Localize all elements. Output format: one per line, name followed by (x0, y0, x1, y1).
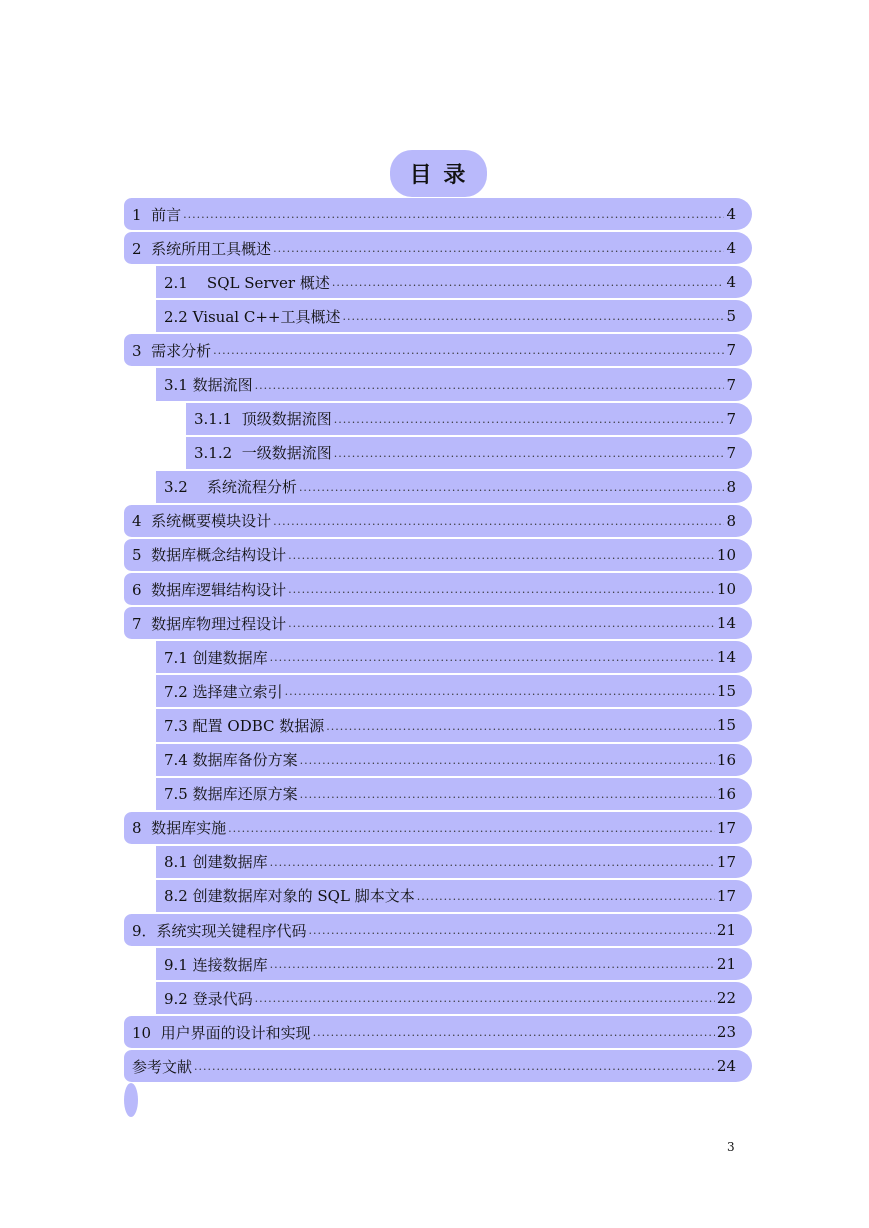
page-number: 3 (727, 1140, 735, 1154)
toc-leader-dots (273, 242, 724, 264)
toc-leader-dots (213, 344, 724, 366)
toc-entry-highlight (156, 744, 752, 776)
toc-entry-label: 3.1 数据流图 (164, 376, 253, 395)
toc-entry-highlight (124, 1016, 752, 1048)
toc-entry-label: 7 数据库物理过程设计 (132, 614, 287, 633)
toc-entry-page: 17 (716, 818, 736, 837)
toc-entry-page: 22 (716, 989, 736, 1008)
toc-leader-dots (255, 379, 725, 401)
toc-leader-dots (300, 754, 715, 776)
toc-entry-label: 3.2 系统流程分析 (164, 478, 297, 497)
toc-leader-dots (273, 515, 724, 537)
toc-entry-label: 3 需求分析 (132, 341, 212, 360)
toc-entry-label: 9.2 登录代码 (164, 989, 253, 1008)
toc-entry-label: 7.4 数据库备份方案 (164, 751, 298, 770)
toc-leader-dots (270, 651, 715, 673)
toc-entry[interactable] (124, 402, 752, 436)
toc-entry-highlight (156, 266, 752, 298)
toc-entry-label: 1 前言 (132, 205, 182, 224)
toc-leader-dots (270, 958, 715, 980)
table-of-contents (124, 197, 752, 1083)
toc-entry[interactable] (124, 538, 752, 572)
toc-entry-page: 15 (716, 716, 736, 735)
toc-entry[interactable] (124, 743, 752, 777)
toc-entry-label: 9.1 连接数据库 (164, 955, 268, 974)
toc-entry-label: 参考文献 (132, 1057, 193, 1076)
toc-entry-highlight (156, 948, 752, 980)
toc-leader-dots (334, 413, 725, 435)
toc-entry[interactable] (124, 265, 752, 299)
toc-entry-label: 10 用户界面的设计和实现 (132, 1023, 311, 1042)
toc-entry[interactable] (124, 811, 752, 845)
toc-entry-page: 4 (726, 273, 736, 292)
highlight-fragment (124, 1083, 138, 1117)
toc-leader-dots (417, 890, 715, 912)
toc-entry-highlight (124, 1050, 752, 1082)
toc-entry-label: 3.1.1 顶级数据流图 (194, 410, 332, 429)
toc-entry-highlight (124, 232, 752, 264)
toc-entry-page: 8 (726, 477, 736, 496)
toc-entry-highlight (156, 300, 752, 332)
toc-leader-dots (183, 208, 724, 230)
toc-entry-page: 24 (716, 1057, 736, 1076)
toc-entry[interactable] (124, 606, 752, 640)
toc-entry-highlight (156, 368, 752, 400)
toc-entry-highlight (156, 471, 752, 503)
toc-entry[interactable] (124, 1015, 752, 1049)
toc-entry-highlight (124, 334, 752, 366)
toc-entry-highlight (124, 914, 752, 946)
toc-entry-label: 5 数据库概念结构设计 (132, 546, 287, 565)
toc-entry-page: 10 (716, 545, 736, 564)
toc-entry-label: 4 系统概要模块设计 (132, 512, 272, 531)
toc-leader-dots (326, 720, 715, 742)
toc-entry-highlight (124, 539, 752, 571)
toc-entry[interactable] (124, 640, 752, 674)
toc-entry-page: 21 (716, 955, 736, 974)
toc-entry-highlight (156, 880, 752, 912)
toc-entry-highlight (156, 709, 752, 741)
toc-entry[interactable] (124, 674, 752, 708)
toc-entry[interactable] (124, 504, 752, 538)
toc-leader-dots (334, 447, 725, 469)
toc-entry[interactable] (124, 572, 752, 606)
toc-leader-dots (288, 583, 715, 605)
toc-entry[interactable] (124, 197, 752, 231)
toc-entry-highlight (156, 641, 752, 673)
toc-entry[interactable] (124, 981, 752, 1015)
toc-entry-page: 4 (726, 239, 736, 258)
toc-entry-page: 21 (716, 921, 736, 940)
toc-leader-dots (228, 822, 715, 844)
toc-entry-highlight (156, 982, 752, 1014)
toc-entry[interactable] (124, 299, 752, 333)
toc-entry-page: 16 (716, 750, 736, 769)
toc-entry-highlight (186, 403, 752, 435)
toc-entry-highlight (156, 675, 752, 707)
toc-entry[interactable] (124, 470, 752, 504)
toc-entry-page: 8 (726, 511, 736, 530)
toc-entry[interactable] (124, 708, 752, 742)
toc-leader-dots (342, 310, 724, 332)
toc-entry[interactable] (124, 231, 752, 265)
toc-entry-label: 6 数据库逻辑结构设计 (132, 580, 287, 599)
toc-entry[interactable] (124, 777, 752, 811)
toc-entry-label: 2 系统所用工具概述 (132, 239, 272, 258)
toc-entry-highlight (124, 812, 752, 844)
toc-entry[interactable] (124, 913, 752, 947)
toc-entry-label: 3.1.2 一级数据流图 (194, 444, 332, 463)
toc-entry-label: 2.1 SQL Server 概述 (164, 273, 330, 292)
toc-entry-label: 2.2 Visual C++工具概述 (164, 307, 341, 326)
toc-entry-page: 17 (716, 852, 736, 871)
toc-leader-dots (332, 276, 725, 298)
toc-title: 目 录 (390, 150, 487, 197)
toc-leader-dots (270, 856, 715, 878)
toc-entry-page: 16 (716, 784, 736, 803)
toc-leader-dots (288, 549, 715, 571)
toc-entry-highlight (124, 505, 752, 537)
toc-entry[interactable] (124, 1049, 752, 1083)
toc-entry-page: 4 (726, 205, 736, 224)
toc-entry-highlight (124, 198, 752, 230)
toc-entry-page: 7 (726, 443, 736, 462)
toc-entry[interactable] (124, 947, 752, 981)
toc-entry-page: 5 (726, 307, 736, 326)
toc-leader-dots (300, 788, 715, 810)
toc-leader-dots (255, 992, 715, 1014)
toc-entry-page: 7 (726, 341, 736, 360)
toc-entry-page: 17 (716, 886, 736, 905)
toc-leader-dots (313, 1026, 715, 1048)
toc-entry-page: 10 (716, 580, 736, 599)
toc-entry[interactable] (124, 436, 752, 470)
toc-leader-dots (194, 1060, 715, 1082)
toc-entry-page: 14 (716, 614, 736, 633)
toc-entry-label: 8 数据库实施 (132, 819, 227, 838)
toc-entry-page: 23 (716, 1023, 736, 1042)
toc-entry-highlight (124, 573, 752, 605)
toc-leader-dots (299, 481, 725, 503)
toc-entry-label: 8.1 创建数据库 (164, 853, 268, 872)
toc-entry-label: 8.2 创建数据库对象的 SQL 脚本文本 (164, 887, 415, 906)
toc-entry-page: 7 (726, 409, 736, 428)
toc-entry-highlight (124, 607, 752, 639)
toc-entry-highlight (156, 778, 752, 810)
toc-entry[interactable] (124, 333, 752, 367)
toc-entry-label: 7.5 数据库还原方案 (164, 785, 298, 804)
toc-leader-dots (309, 924, 715, 946)
toc-entry[interactable] (124, 845, 752, 879)
toc-entry-page: 15 (716, 682, 736, 701)
toc-entry-page: 14 (716, 648, 736, 667)
toc-entry-label: 7.3 配置 ODBC 数据源 (164, 716, 325, 735)
toc-entry-page: 7 (726, 375, 736, 394)
toc-entry-highlight (156, 846, 752, 878)
toc-leader-dots (285, 685, 715, 707)
toc-entry-label: 7.2 选择建立索引 (164, 682, 283, 701)
toc-entry-label: 9．系统实现关键程序代码 (132, 921, 307, 940)
toc-entry[interactable] (124, 879, 752, 913)
toc-entry-label: 7.1 创建数据库 (164, 648, 268, 667)
toc-leader-dots (288, 617, 715, 639)
toc-entry-highlight (186, 437, 752, 469)
toc-entry[interactable] (124, 367, 752, 401)
